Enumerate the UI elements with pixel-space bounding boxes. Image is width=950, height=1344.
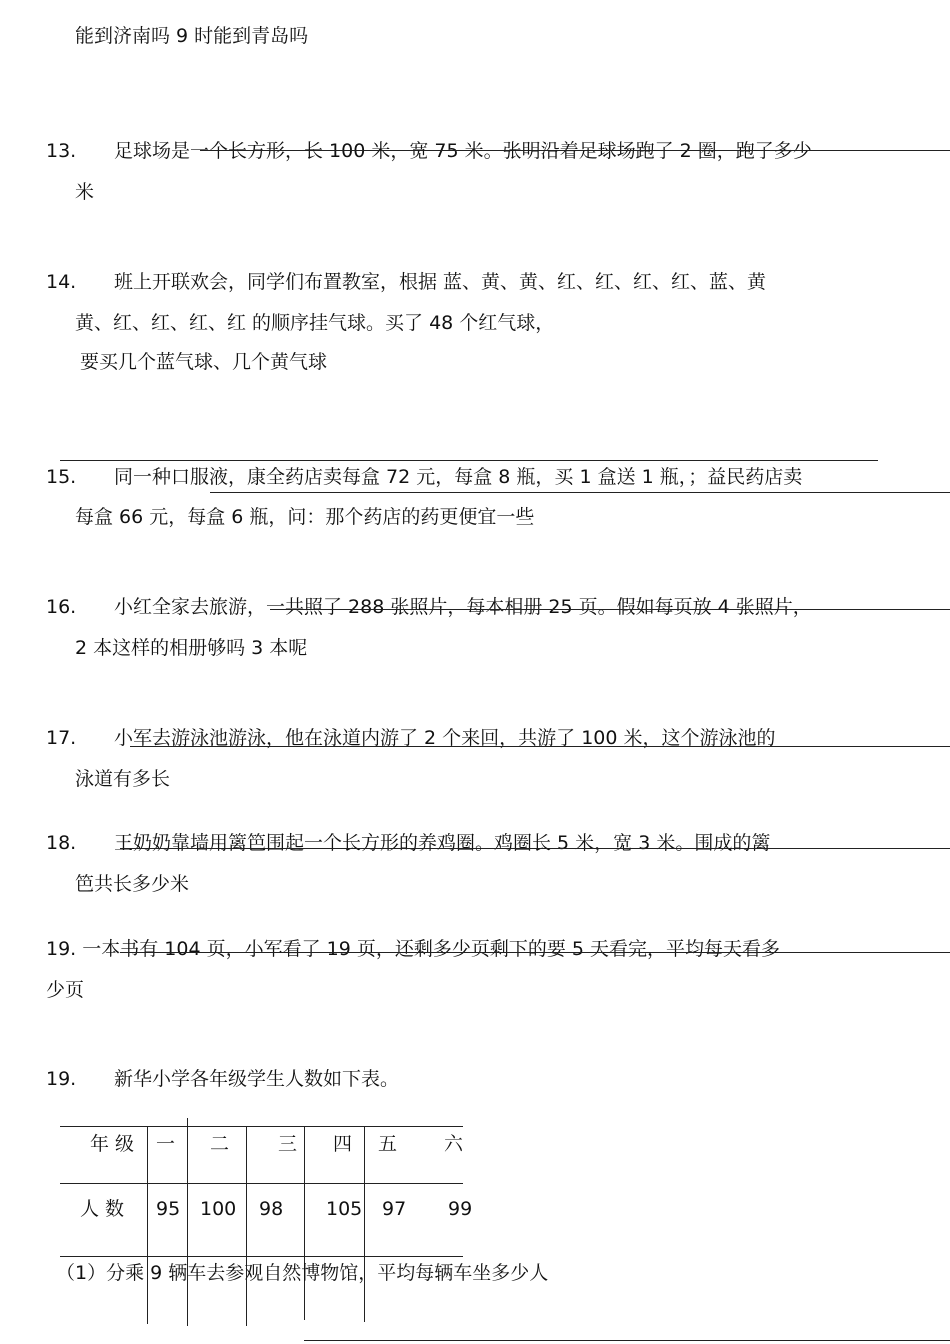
table-count-cell: 98 [259, 1198, 284, 1220]
table-bottom-rule [60, 1256, 463, 1257]
table-count-cell: 100 [200, 1198, 237, 1220]
table-grade-cell: 六 [444, 1133, 464, 1155]
q18-line1: 王奶奶靠墙用篱笆围起一个长方形的养鸡圈。鸡圈长 5 米，宽 3 米。围成的篱 [114, 832, 771, 854]
q19a-line2: 少页 [46, 979, 85, 1001]
q14-number: 14. [46, 271, 77, 293]
table-grade-cell: 四 [333, 1133, 353, 1155]
q16-number: 16. [46, 596, 77, 618]
q17-underline [130, 746, 950, 747]
q15-line1: 同一种口服液，康全药店卖每盒 72 元，每盒 8 瓶，买 1 盒送 1 瓶，；益民药店卖 [114, 466, 803, 488]
q16-line2: 2 本这样的相册够吗 3 本呢 [75, 637, 308, 659]
q16-strike-line [270, 609, 950, 610]
q19b-number: 19. [46, 1068, 77, 1090]
q13-line1: 足球场是一个长方形，长 100 米，宽 75 米。张明沿着足球场跑了 2 圈，跑了多少 [114, 140, 812, 162]
q15-number: 15. [46, 466, 77, 488]
table-header-label: 年 级 [90, 1133, 135, 1155]
q17-line1: 小军去游泳池游泳，他在泳道内游了 2 个来回，共游了 100 米，这个游泳池的 [114, 727, 776, 749]
q15-top-line [60, 460, 878, 461]
table-col-rule [304, 1126, 305, 1320]
q12-continuation: 能到济南吗 9 时能到青岛吗 [75, 25, 309, 47]
table-col-rule [147, 1126, 148, 1324]
q14-line2: 黄、红、红、红、红 的顺序挂气球。买了 48 个红气球， [75, 312, 555, 334]
table-count-cell: 97 [382, 1198, 407, 1220]
q15-line2: 每盒 66 元，每盒 6 瓶，问：那个药店的药更便宜一些 [75, 506, 535, 528]
table-grade-cell: 二 [210, 1133, 230, 1155]
q18-strike-line [120, 848, 950, 849]
q19a-line1: 19. 一本书有 104 页，小军看了 19 页，还剩多少页剩下的要 5 天看完，平均每天看多 [46, 938, 781, 960]
q16-line1: 小红全家去旅游，一共照了 288 张照片，每本相册 25 页。假如每页放 4 张照片， [114, 596, 812, 618]
table-col-rule [187, 1118, 188, 1326]
table-grade-cell: 一 [156, 1133, 176, 1155]
q15-underline [210, 492, 950, 493]
q17-number: 17. [46, 727, 77, 749]
q13-strike-line [200, 150, 950, 151]
q18-number: 18. [46, 832, 77, 854]
table-count-cell: 105 [326, 1198, 363, 1220]
q19b-line1: 新华小学各年级学生人数如下表。 [114, 1068, 400, 1090]
table-mid-rule [60, 1183, 463, 1184]
q14-line3: 要买几个蓝气球、几个黄气球 [80, 351, 328, 373]
q17-line2: 泳道有多长 [75, 768, 171, 790]
q13-line2: 米 [75, 181, 95, 203]
q19a-strike-line [120, 952, 950, 953]
table-grade-cell: 三 [278, 1133, 298, 1155]
answer-line [304, 1340, 950, 1341]
table-col-rule [364, 1126, 365, 1322]
table-top-rule [60, 1126, 463, 1127]
q14-line1: 班上开联欢会，同学们布置教室，根据 蓝、黄、黄、红、红、红、红、蓝、黄 [114, 271, 767, 293]
table-count-cell: 95 [156, 1198, 181, 1220]
sub-question-1: （1）分乘 9 辆车去参观自然博物馆，平均每辆车坐多少人 [56, 1262, 549, 1284]
table-col-rule [246, 1126, 247, 1326]
q18-line2: 笆共长多少米 [75, 873, 190, 895]
table-row-label: 人 数 [80, 1198, 125, 1220]
q13-number: 13. [46, 140, 77, 162]
table-grade-cell: 五 [378, 1133, 398, 1155]
table-count-cell: 99 [448, 1198, 473, 1220]
